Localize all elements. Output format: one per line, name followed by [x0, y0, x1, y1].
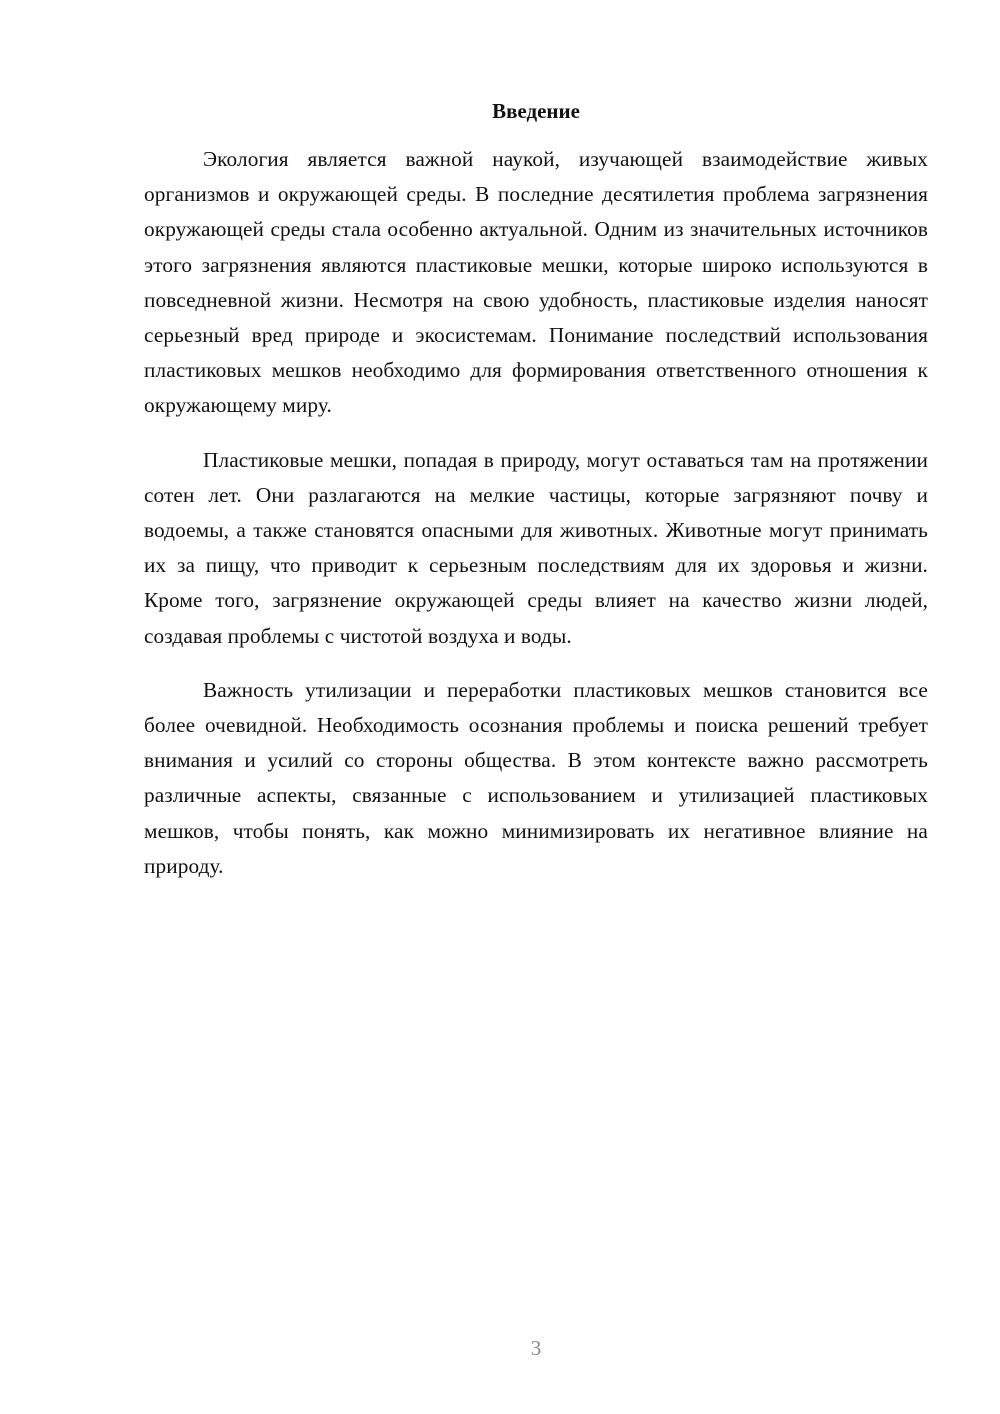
paragraph-3: Важность утилизации и переработки пластиковых мешков становится все более очевидной. Необходимость осознания проблемы и поиска решений требует внимания и усилий со стороны общества. В этом контексте важно рассмотреть различные аспекты, связанные с использованием и утилизацией пластиковых мешков, чтобы понять, как можно минимизировать их негативное влияние на природу. — [144, 677, 928, 878]
paragraph-2: Пластиковые мешки, попадая в природу, могут оставаться там на протяжении сотен лет. Они разлагаются на мелкие частицы, которые загрязняют почву и водоемы, а также становятся опасными для животных. Животные могут принимать их за пищу, что приводит к серьезным последствиям для их здоровья и жизни. Кроме того, загрязнение окружающей среды влияет на качество жизни людей, создавая проблемы с чистотой воздуха и воды. — [144, 447, 928, 648]
section-heading: Введение — [492, 99, 580, 123]
paragraph-1: Экология является важной наукой, изучающей взаимодействие живых организмов и окружающей среды. В последние десятилетия проблема загрязнения окружающей среды стала особенно актуальной. Одним из значительных источников этого загрязнения являются пластиковые мешки, которые широко используются в повседневной жизни. Несмотря на свою удобность, пластиковые изделия наносят серьезный вред природе и экосистемам. Понимание последствий использования пластиковых мешков необходимо для формирования ответственного отношения к окружающему миру. — [144, 147, 928, 418]
body-text — [144, 142, 928, 884]
page-number: 3 — [530, 1336, 542, 1360]
